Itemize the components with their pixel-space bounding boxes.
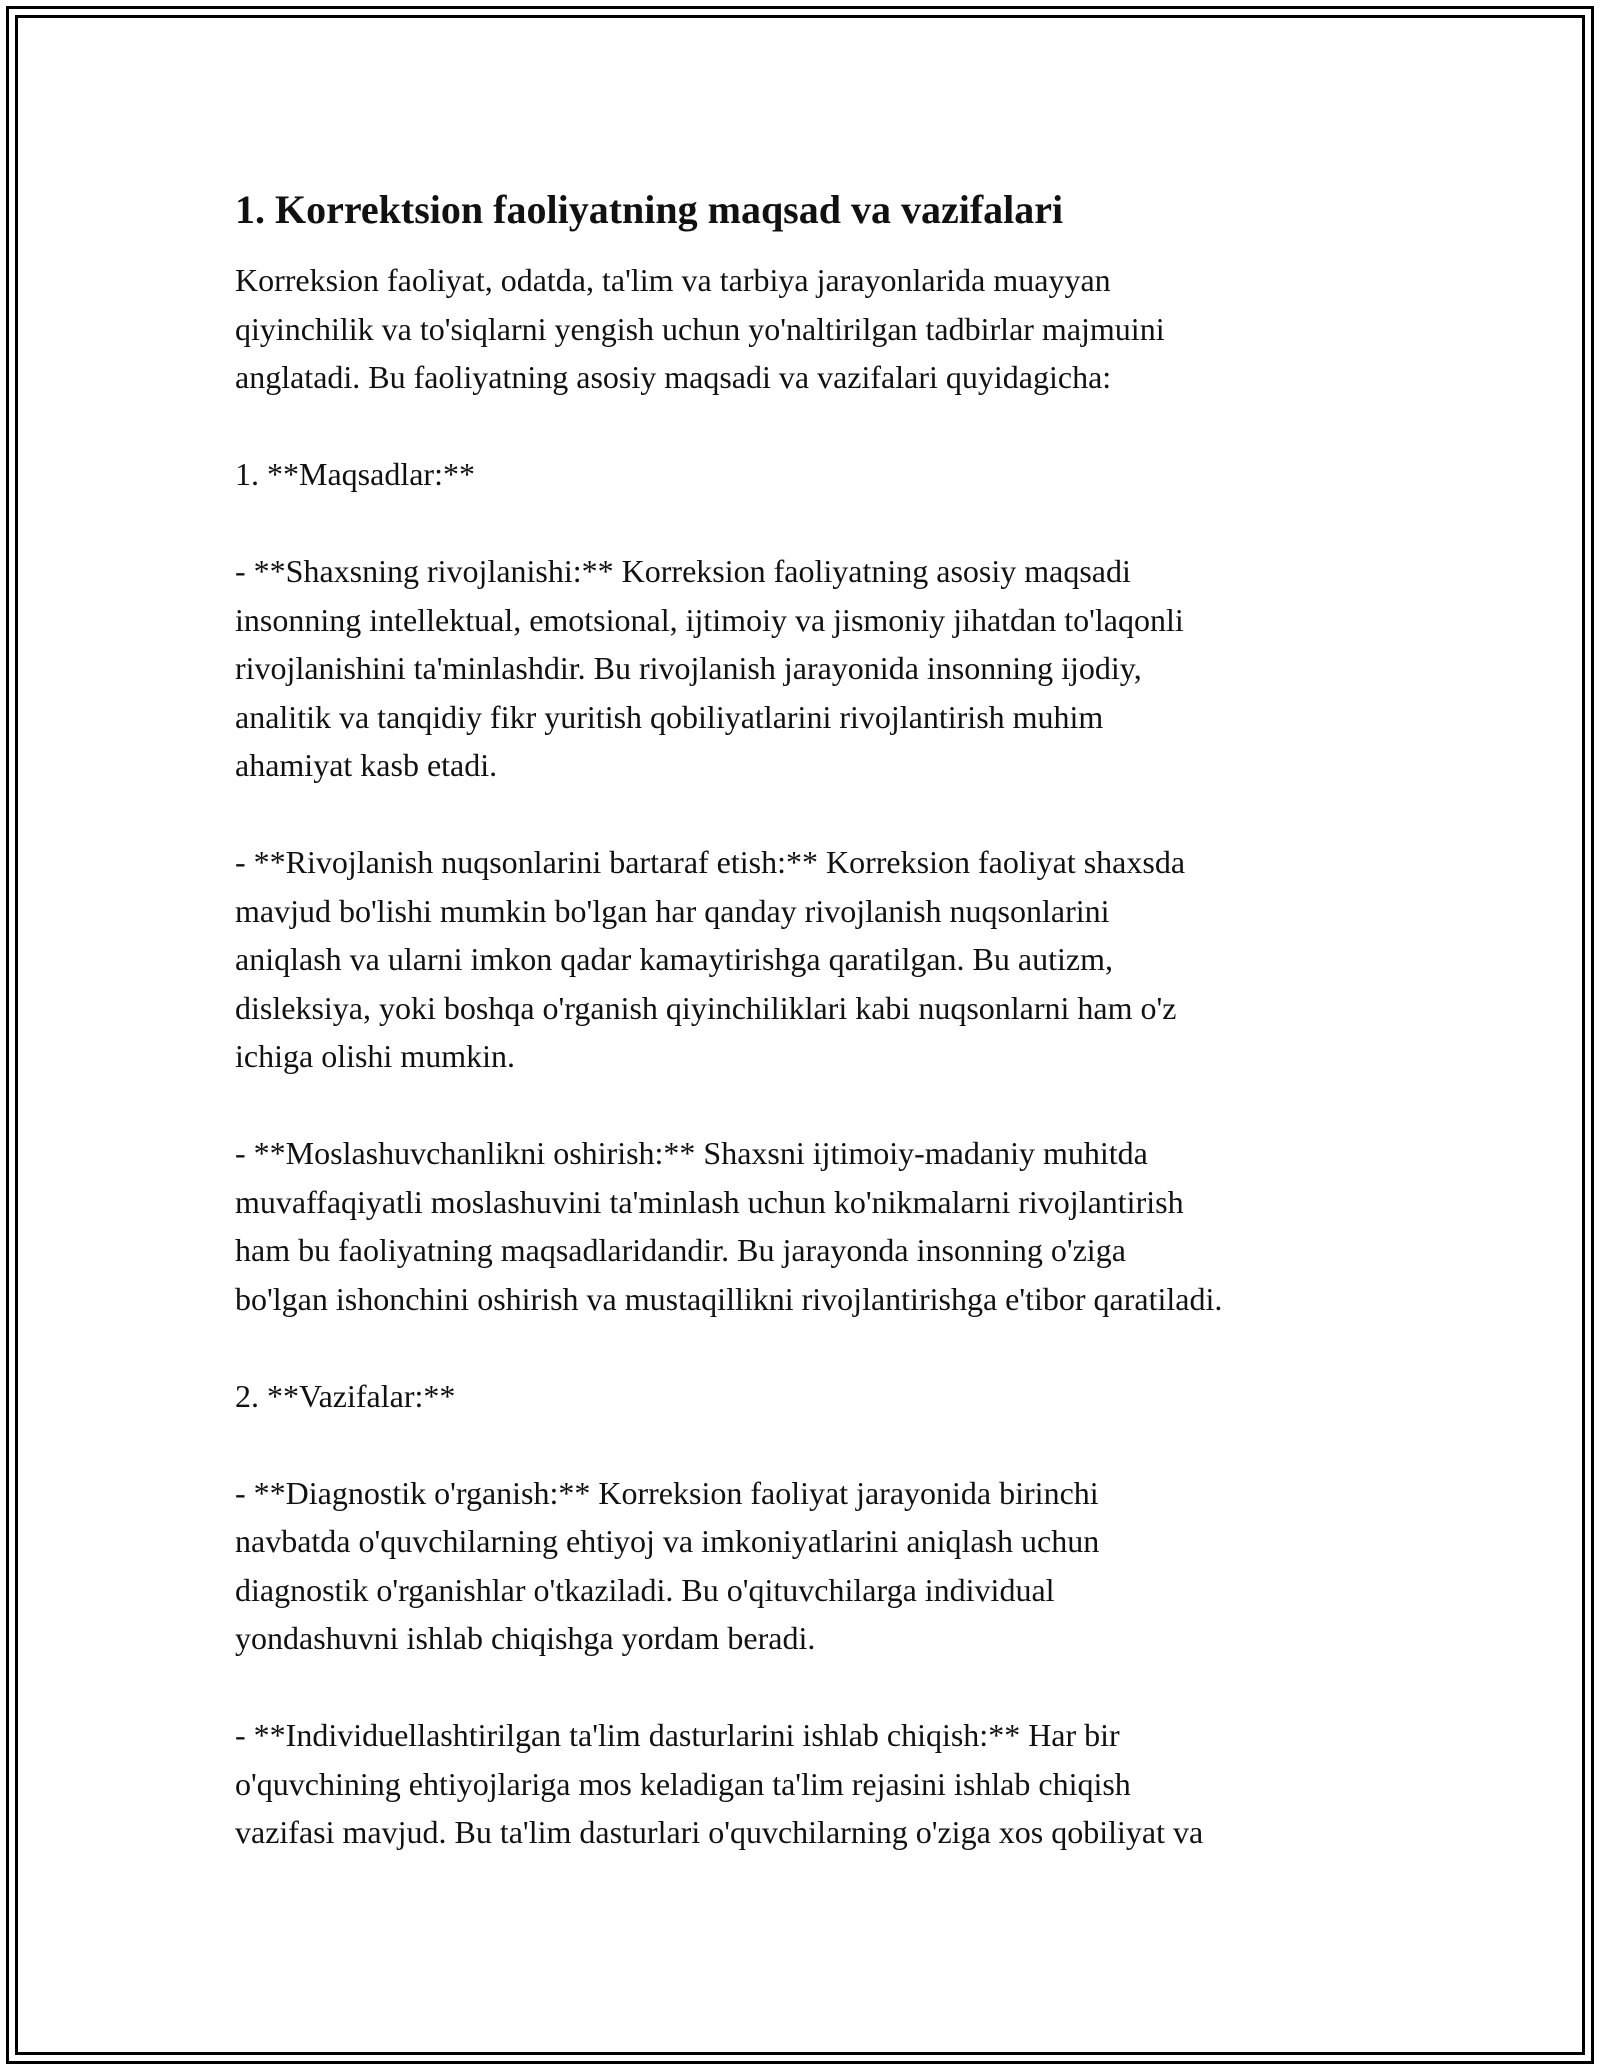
document-heading: 1. Korrektsion faoliyatning maqsad va vazifalari xyxy=(235,187,1064,232)
spacer xyxy=(235,402,1395,451)
list-item: - **Individuellashtirilgan ta'lim dasturlarini ishlab chiqish:** Har bir o'quvchining ehtiyojlariga mos keladigan ta'lim rejasini ishlab chiqish vazifasi mavjud. Bu ta'lim dasturlari o'quvchilarning o'ziga xos qobiliyat va xyxy=(235,1717,1204,1850)
intro-paragraph: Korreksion faoliyat, odatda, ta'lim va tarbiya jarayonlarida muayyan qiyinchilik va to'siqlarni yengish uchun yo'naltirilgan tadbirlar majmuini anglatadi. Bu faoliyatning asosiy maqsadi va vazifalari quyidagicha: xyxy=(235,262,1165,395)
section-title-vazifalar: 2. **Vazifalar:** xyxy=(235,1377,456,1414)
list-item: - **Shaxsning rivojlanishi:** Korreksion faoliyatning asosiy maqsadi insonning intellektual, emotsional, ijtimoiy va jismoniy jihatdan to'laqonli rivojlanishini ta'minlashdir. Bu rivojlanish jarayonida insonning ijodiy, analitik va tanqidiy fikr yuritish qobiliyatlarini rivojlantirish muhim ahamiyat kasb etadi. xyxy=(235,553,1184,783)
spacer xyxy=(235,1323,1395,1372)
list-item: - **Diagnostik o'rganish:** Korreksion faoliyat jarayonida birinchi navbatda o'quvchilarning ehtiyoj va imkoniyatlarini aniqlash uchun diagnostik o'rganishlar o'tkaziladi. Bu o'qituvchilarga individual yondashuvni ishlab chiqishga yordam beradi. xyxy=(235,1474,1100,1656)
section-title-maqsadlar: 1. **Maqsadlar:** xyxy=(235,456,475,492)
document-body xyxy=(235,186,1395,1857)
spacer xyxy=(235,1663,1395,1712)
spacer xyxy=(235,790,1395,839)
spacer xyxy=(235,1081,1395,1130)
list-item: - **Rivojlanish nuqsonlarini bartaraf etish:** Korreksion faoliyat shaxsda mavjud bo'lishi mumkin bo'lgan har qanday rivojlanish nuqsonlarini aniqlash va ularni imkon qadar kamaytirishga qaratilgan. Bu autizm, disleksiya, yoki boshqa o'rganish qiyinchiliklari kabi nuqsonlarni ham o'z ichiga olishi mumkin. xyxy=(235,844,1186,1074)
list-item: - **Moslashuvchanlikni oshirish:** Shaxsni ijtimoiy-madaniy muhitda muvaffaqiyatli moslashuvini ta'minlash uchun ko'nikmalarni rivojlantirish ham bu faoliyatning maqsadlaridandir. Bu jarayonda insonning o'ziga bo'lgan ishonchini oshirish va mustaqillikni rivojlantirishga e'tibor qaratiladi. xyxy=(235,1135,1223,1317)
spacer xyxy=(235,1420,1395,1469)
spacer xyxy=(235,499,1395,548)
